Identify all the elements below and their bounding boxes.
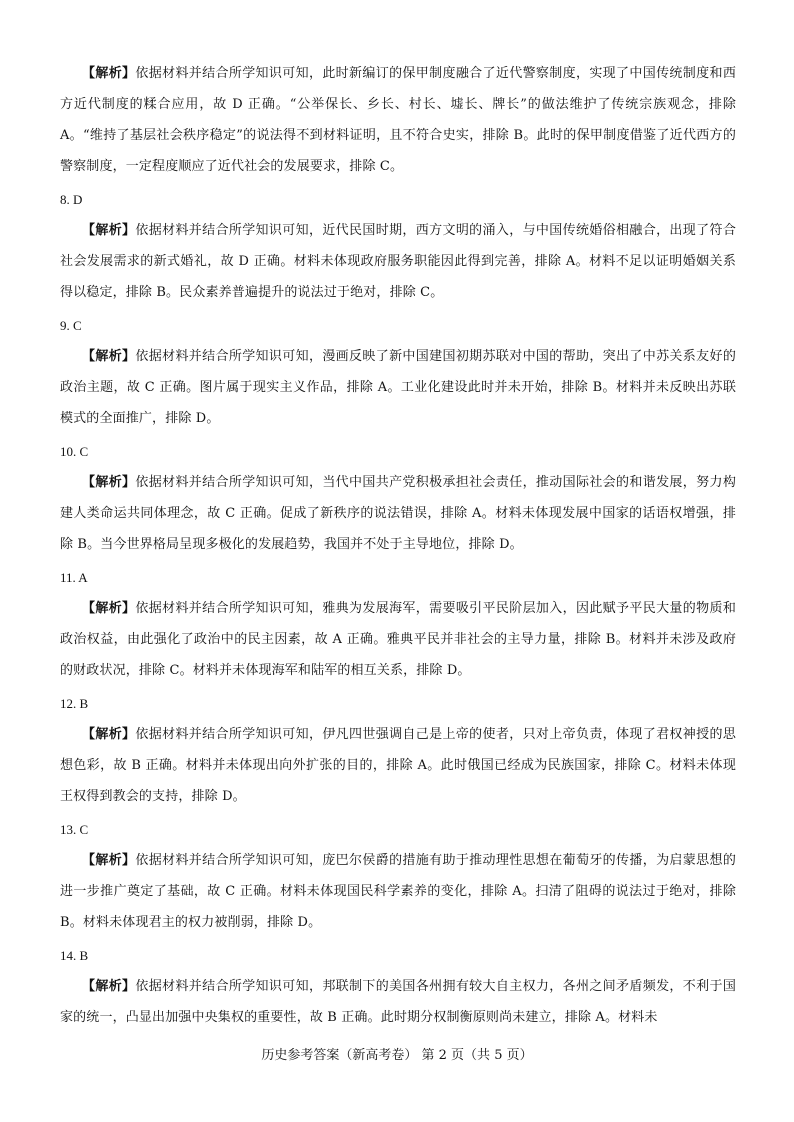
analysis-tag: 【解析】 bbox=[82, 349, 136, 364]
answer-entry-9 bbox=[60, 310, 736, 434]
analysis-tag: 【解析】 bbox=[82, 601, 136, 616]
explanation-text: 依据材料并结合所学知识可知，庞巴尔侯爵的措施有助于推动理性思想在葡萄牙的传播，为启蒙思想的进一步推广奠定了基础，故 C 正确。材料未体现国民科学素养的变化，排除 A。扫清了阻碍的说法过于绝对，排除 B。材料未体现君主的权力被削弱，排除 D。 bbox=[60, 853, 736, 930]
answer-entry-8 bbox=[60, 184, 736, 308]
question-answer-label: 8. D bbox=[60, 192, 83, 207]
answer-list bbox=[60, 58, 736, 1033]
explanation-paragraph bbox=[60, 719, 736, 812]
analysis-tag: 【解析】 bbox=[82, 979, 136, 994]
answer-entry-11 bbox=[60, 562, 736, 686]
question-answer-label: 13. C bbox=[60, 822, 89, 837]
explanation-text: 依据材料并结合所学知识可知，漫画反映了新中国建国初期苏联对中国的帮助，突出了中苏关系友好的政治主题，故 C 正确。图片属于现实主义作品，排除 A。工业化建设此时并未开始，排除 B。材料并未反映出苏联模式的全面推广，排除 D。 bbox=[60, 349, 736, 426]
analysis-tag: 【解析】 bbox=[82, 223, 136, 238]
analysis-tag: 【解析】 bbox=[82, 853, 136, 868]
answer-entry-10 bbox=[60, 436, 736, 560]
explanation-paragraph bbox=[60, 215, 736, 308]
page-footer: 历史参考答案（新高考卷） 第 2 页（共 5 页） bbox=[261, 1048, 533, 1063]
explanation-text: 依据材料并结合所学知识可知，伊凡四世强调自己是上帝的使者，只对上帝负责，体现了君权神授的思想色彩，故 B 正确。材料并未体现出向外扩张的目的，排除 A。此时俄国已经成为民族国家，排除 C。材料未体现王权得到教会的支持，排除 D。 bbox=[60, 727, 736, 804]
explanation-paragraph bbox=[60, 58, 736, 182]
question-answer-label: 10. C bbox=[60, 444, 89, 459]
answer-entry-12 bbox=[60, 688, 736, 812]
explanation-paragraph bbox=[60, 845, 736, 938]
explanation-text: 依据材料并结合所学知识可知，近代民国时期，西方文明的涌入，与中国传统婚俗相融合，出现了符合社会发展需求的新式婚礼，故 D 正确。材料未体现政府服务职能因此得到完善，排除 A。材料不足以证明婚姻关系得以稳定，排除 B。民众素养普遍提升的说法过于绝对，排除 C。 bbox=[60, 223, 736, 300]
explanation-paragraph bbox=[60, 341, 736, 434]
explanation-text: 依据材料并结合所学知识可知，邦联制下的美国各州拥有较大自主权力，各州之间矛盾频发，不利于国家的统一，凸显出加强中央集权的重要性，故 B 正确。此时期分权制衡原则尚未建立，排除 A。材料未 bbox=[60, 979, 736, 1025]
answer-entry-13 bbox=[60, 814, 736, 938]
analysis-tag: 【解析】 bbox=[82, 475, 136, 490]
answer-entry-7 bbox=[60, 58, 736, 182]
explanation-paragraph bbox=[60, 971, 736, 1033]
question-answer-label: 14. B bbox=[60, 948, 89, 963]
question-answer-label: 12. B bbox=[60, 696, 89, 711]
question-answer-label: 9. C bbox=[60, 318, 82, 333]
analysis-tag: 【解析】 bbox=[82, 66, 136, 81]
answer-entry-14 bbox=[60, 940, 736, 1033]
explanation-paragraph bbox=[60, 467, 736, 560]
explanation-paragraph bbox=[60, 593, 736, 686]
analysis-tag: 【解析】 bbox=[82, 727, 136, 742]
question-answer-label: 11. A bbox=[60, 570, 88, 585]
explanation-text: 依据材料并结合所学知识可知，雅典为发展海军，需要吸引平民阶层加入，因此赋予平民大量的物质和政治权益，由此强化了政治中的民主因素，故 A 正确。雅典平民并非社会的主导力量，排除 B。材料并未涉及政府的财政状况，排除 C。材料并未体现海军和陆军的相互关系，排除 D。 bbox=[60, 601, 736, 678]
explanation-text: 依据材料并结合所学知识可知，此时新编订的保甲制度融合了近代警察制度，实现了中国传统制度和西方近代制度的糅合应用，故 D 正确。“公举保长、乡长、村长、墟长、牌长”的做法维护了传统宗族观念，排除 A。“维持了基层社会秩序稳定”的说法得不到材料证明，且不符合史实，排除 B。此时的保甲制度借鉴了近代西方的警察制度，一定程度顺应了近代社会的发展要求，排除 C。 bbox=[60, 66, 736, 174]
explanation-text: 依据材料并结合所学知识可知，当代中国共产党积极承担社会责任，推动国际社会的和谐发展，努力构建人类命运共同体理念，故 C 正确。促成了新秩序的说法错误，排除 A。材料未体现发展中国家的话语权增强，排除 B。当今世界格局呈现多极化的发展趋势，我国并不处于主导地位，排除 D。 bbox=[60, 475, 736, 552]
